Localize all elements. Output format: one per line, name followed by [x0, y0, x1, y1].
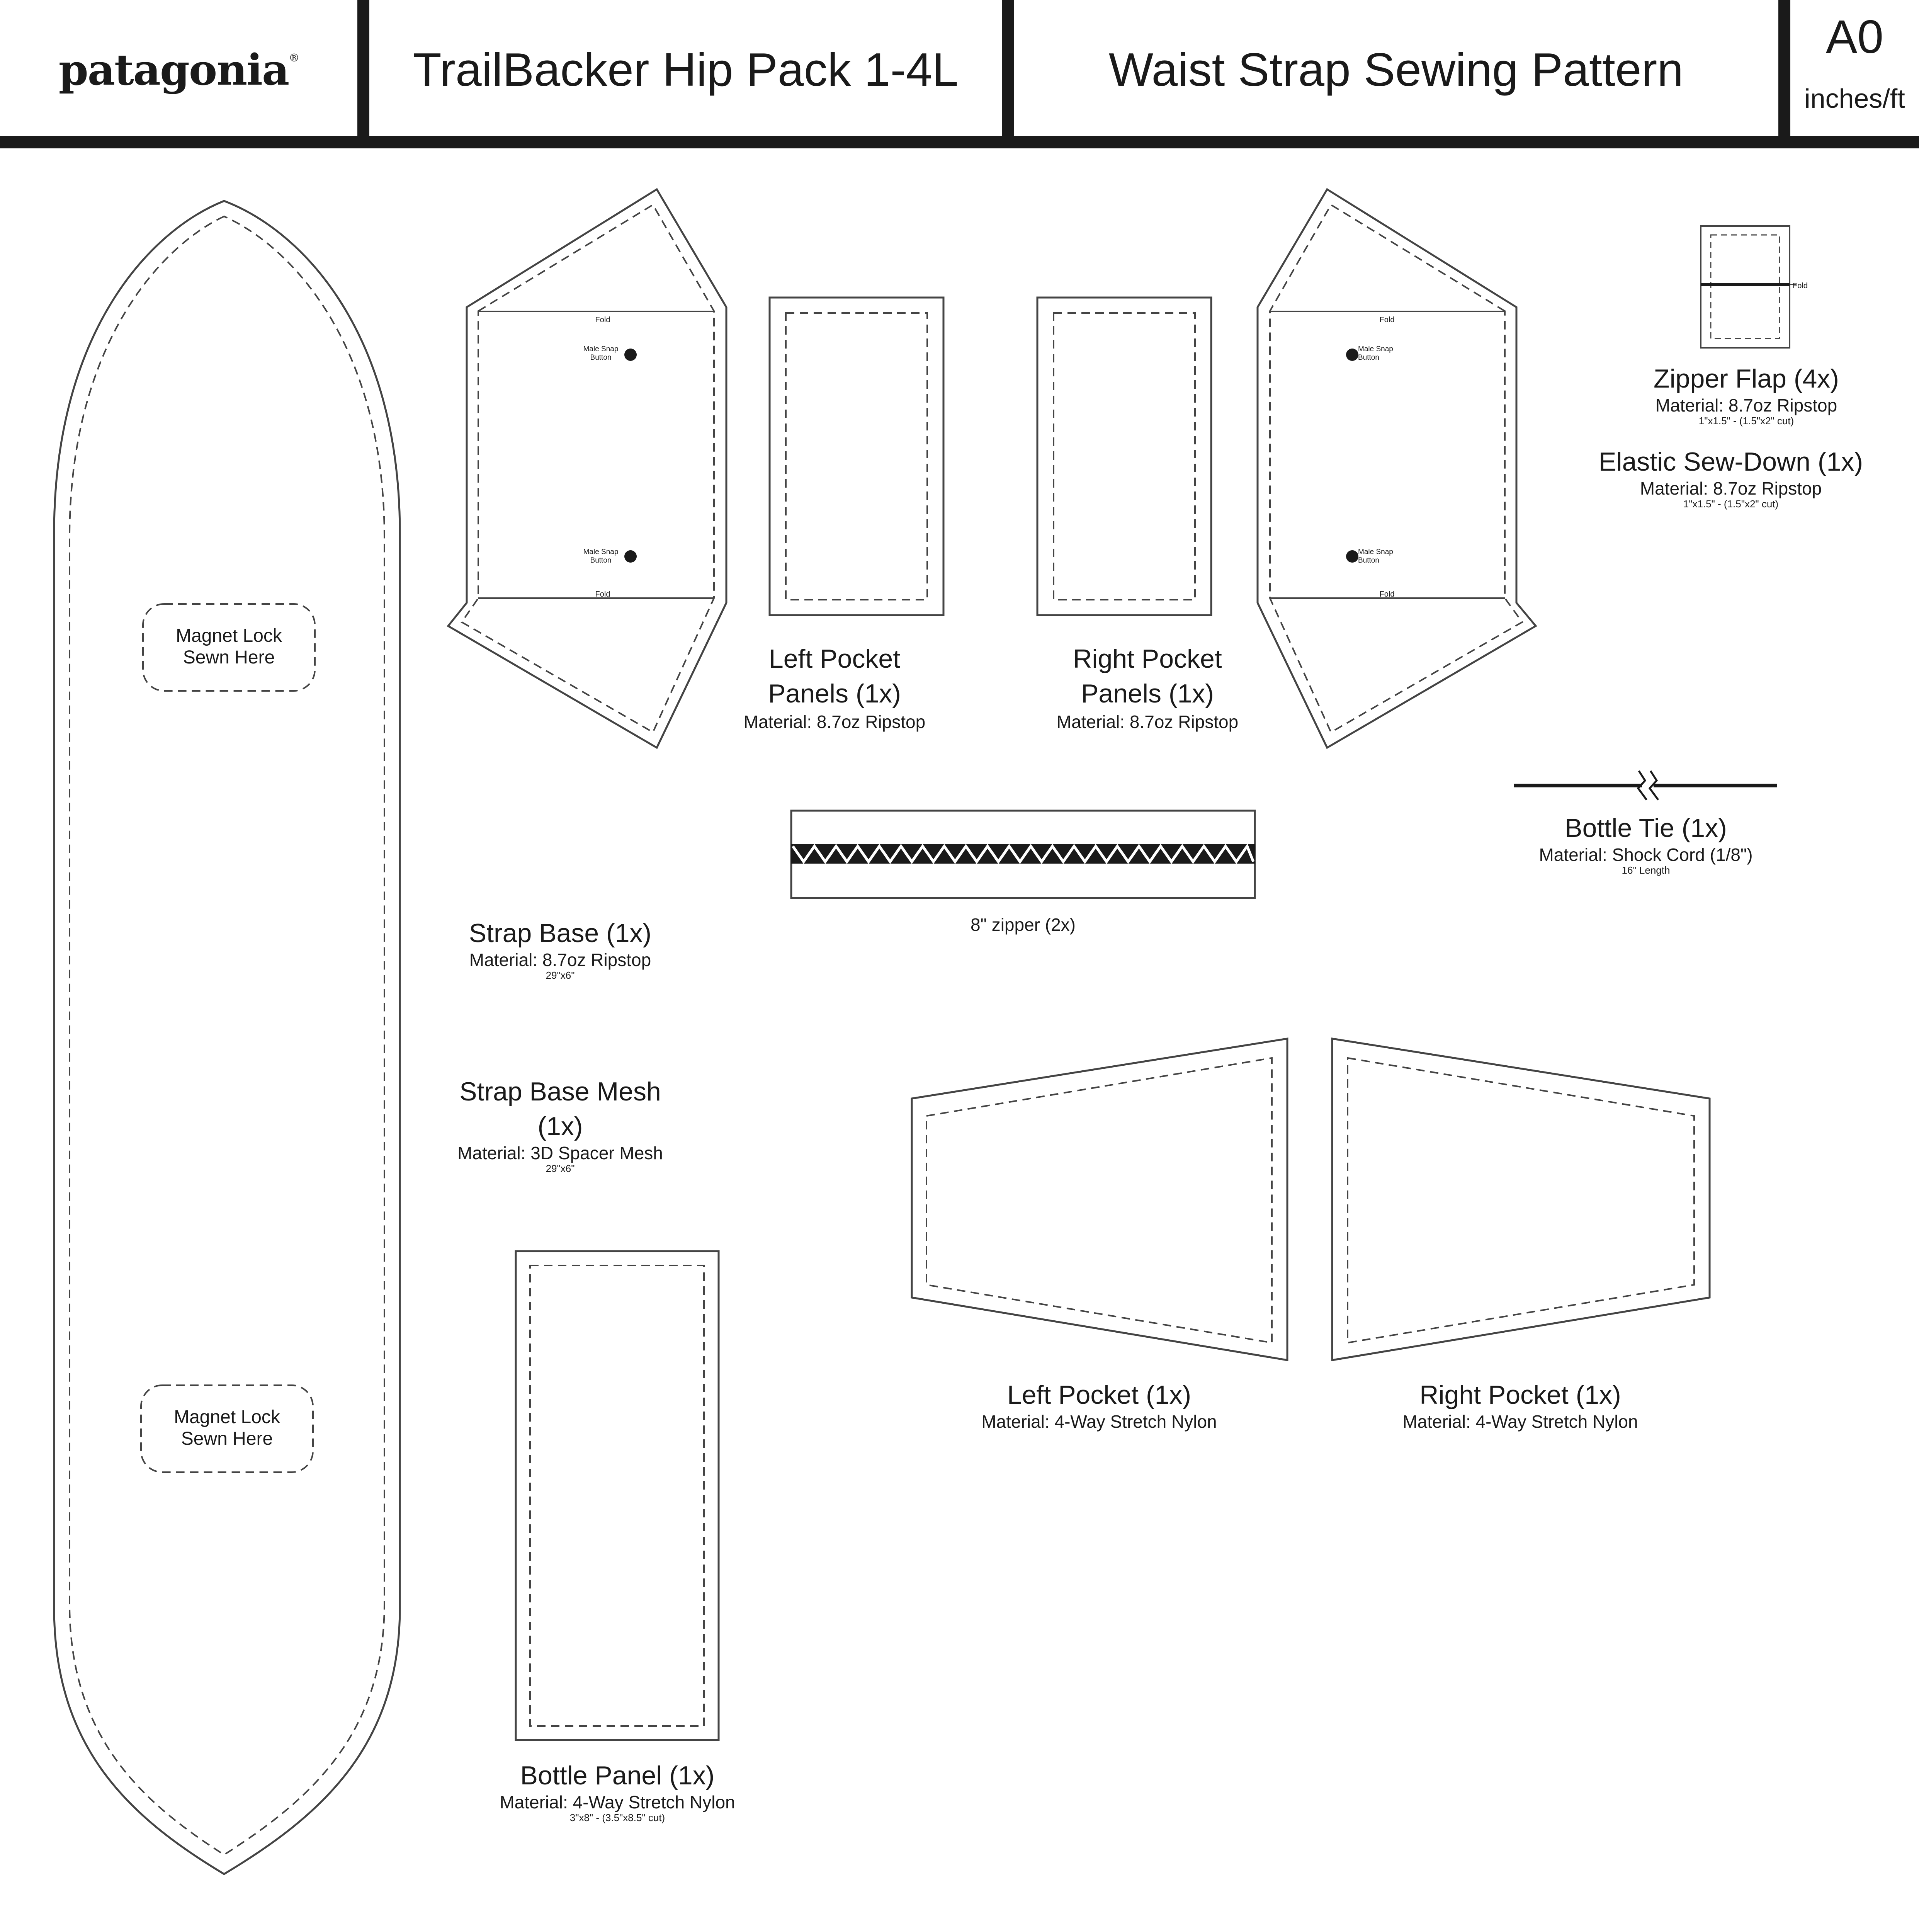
piece-name: Bottle Panel (1x) [520, 1761, 715, 1790]
piece-material: Material: 8.7oz Ripstop [743, 712, 926, 732]
fold-mark: Fold [595, 316, 610, 324]
right-pocket-panels-piece [1037, 298, 1211, 615]
product-cell [369, 0, 1002, 139]
piece-material: Material: 4-Way Stretch Nylon [981, 1412, 1217, 1432]
snap-label [1358, 345, 1408, 362]
snap-label-line1: Male Snap [1358, 345, 1393, 353]
snap-label-line2: Button [590, 556, 612, 565]
piece-material: Material: 4-Way Stretch Nylon [500, 1792, 735, 1812]
bottle-tie-label [1491, 811, 1800, 876]
snap-label-line1: Male Snap [1358, 548, 1393, 556]
piece-name: Right Pocket [1073, 644, 1222, 673]
magnet-label-line2: Sewn Here [181, 1429, 273, 1449]
piece-name: Right Pocket (1x) [1419, 1380, 1621, 1410]
magnet-label-line1: Magnet Lock [176, 626, 282, 646]
piece-name: Left Pocket (1x) [1007, 1380, 1192, 1410]
snap-label-line1: Male Snap [583, 548, 619, 556]
piece-name: Elastic Sew-Down (1x) [1599, 447, 1863, 476]
piece-name: Strap Base Mesh [459, 1077, 661, 1106]
piece-material: Material: 4-Way Stretch Nylon [1402, 1412, 1638, 1432]
left-pocket-panels-piece [770, 298, 943, 615]
bottle-panel-label [463, 1758, 772, 1824]
piece-name: Panels (1x) [1081, 679, 1214, 708]
left-pocket-piece [912, 1039, 1287, 1360]
fold-mark: Fold [595, 590, 610, 599]
piece-dims: 1"x1.5" - (1.5"x2" cut) [1683, 498, 1779, 510]
piece-material: Material: Shock Cord (1/8") [1539, 845, 1753, 865]
piece-name: Strap Base (1x) [469, 918, 652, 948]
left-pocket-label [935, 1378, 1263, 1431]
piece-dims: 29"x6" [546, 969, 575, 981]
piece-name: Zipper Flap (4x) [1654, 364, 1839, 393]
piece-name: Bottle Tie (1x) [1565, 813, 1727, 843]
strap-base-piece [54, 201, 400, 1874]
snap-label [576, 345, 626, 362]
fold-mark: Fold [1379, 316, 1395, 324]
left-pocket-panel-piece [448, 189, 726, 748]
snap-label-line2: Button [1358, 354, 1379, 362]
units-label: inches/ft [1804, 83, 1905, 114]
snap-label [576, 548, 626, 565]
product-title: TrailBacker Hip Pack 1-4L [413, 43, 959, 96]
piece-dims: 29"x6" [546, 1163, 575, 1174]
zipper-flap-fold-mark: Fold [1793, 282, 1808, 290]
piece-material: Material: 8.7oz Ripstop [1655, 395, 1837, 415]
right-pocket-panels-label [1039, 641, 1256, 733]
magnet-lock-label-top [143, 625, 315, 668]
fold-mark: Fold [1379, 590, 1395, 599]
document-cell [1014, 0, 1778, 139]
snap-label-line2: Button [1358, 556, 1379, 565]
document-title: Waist Strap Sewing Pattern [1108, 43, 1684, 96]
snap-label [1358, 548, 1408, 565]
right-pocket-label [1356, 1378, 1684, 1431]
zipper-piece [791, 811, 1255, 898]
piece-name: Panels (1x) [768, 679, 901, 708]
piece-dims: 16" Length [1622, 864, 1670, 876]
bottle-tie-piece [1514, 771, 1777, 800]
piece-material: Material: 3D Spacer Mesh [457, 1143, 663, 1163]
zipper-flap-piece [1701, 226, 1797, 348]
brand-name: patagonia [58, 44, 289, 95]
piece-name: Left Pocket [768, 644, 901, 673]
bottle-panel-piece [516, 1251, 719, 1740]
strap-base-label [429, 916, 692, 981]
right-pocket-panel-piece [1258, 189, 1536, 748]
paper-size-cell [1790, 0, 1919, 136]
magnet-label-line2: Sewn Here [183, 647, 275, 668]
paper-size: A0 [1826, 10, 1884, 63]
zipper-label: 8" zipper (2x) [971, 915, 1076, 935]
snap-label-line2: Button [590, 354, 612, 362]
right-pocket-piece [1332, 1039, 1710, 1360]
piece-material: Material: 8.7oz Ripstop [1640, 478, 1822, 498]
strap-base-mesh-label [429, 1074, 692, 1175]
magnet-lock-label-bottom [141, 1406, 313, 1450]
piece-name: (1x) [537, 1112, 583, 1141]
zipper-flap-label [1561, 361, 1919, 427]
snap-label-line1: Male Snap [583, 345, 619, 353]
piece-material: Material: 8.7oz Ripstop [469, 950, 651, 970]
left-pocket-panels-label [726, 641, 943, 733]
brand-cell [0, 0, 357, 139]
piece-dims: 3"x8" - (3.5"x8.5" cut) [569, 1812, 665, 1823]
piece-dims: 1"x1.5" - (1.5"x2" cut) [1698, 415, 1794, 427]
brand-mark: ® [289, 51, 299, 64]
brand-logo [59, 45, 299, 95]
magnet-label-line1: Magnet Lock [174, 1407, 280, 1427]
elastic-sew-down-label [1561, 444, 1901, 510]
piece-material: Material: 8.7oz Ripstop [1056, 712, 1239, 732]
